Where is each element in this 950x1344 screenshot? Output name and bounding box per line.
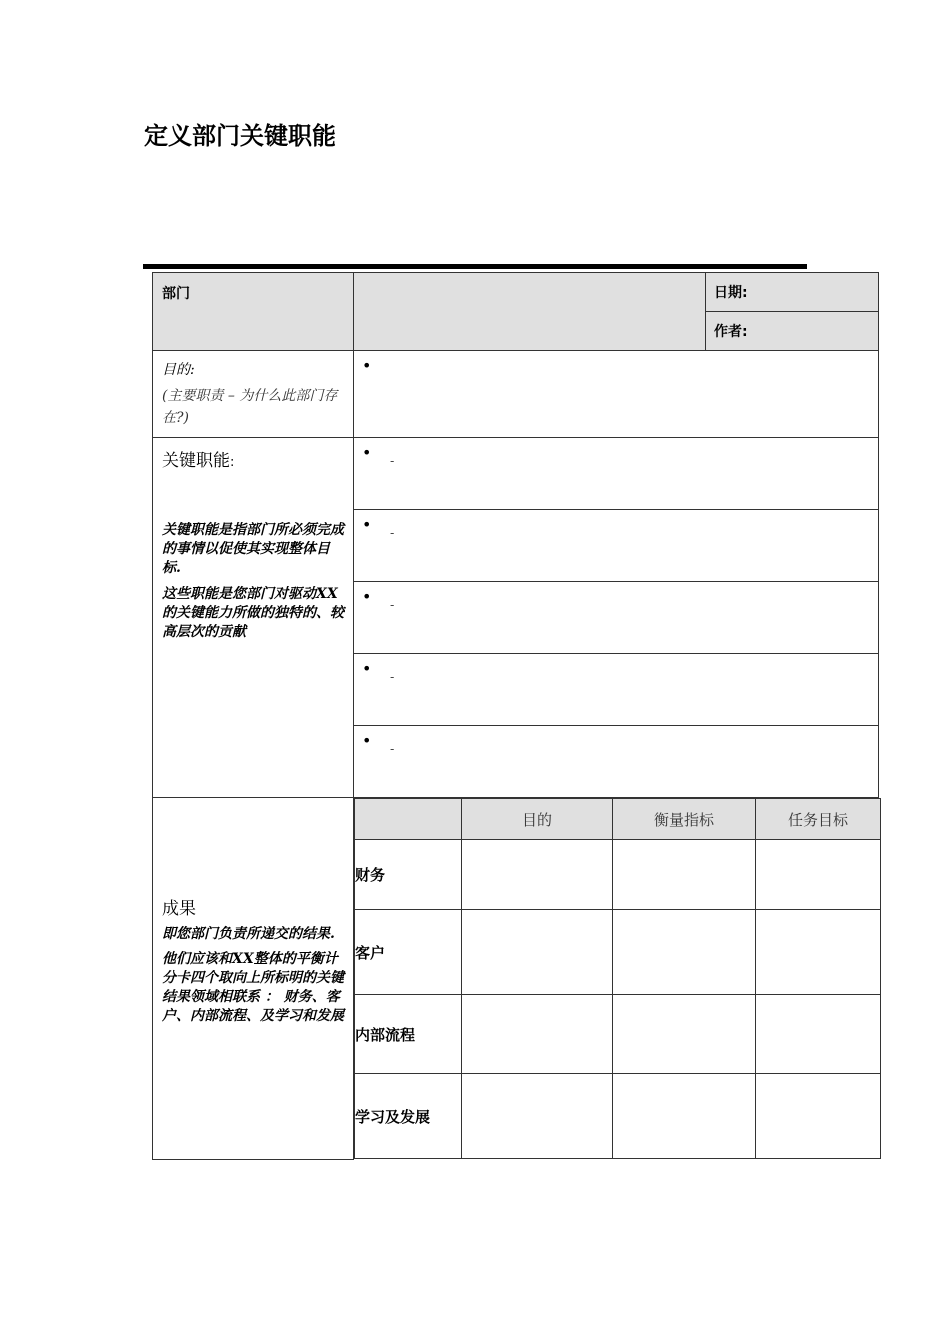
results-heading: 成果	[162, 899, 196, 919]
dash-marker: -	[390, 526, 395, 540]
key-functions-desc1: 关键职能是指部门所必须完成的事情以促使其实现整体目标.	[162, 522, 344, 576]
result-cell[interactable]	[756, 840, 881, 910]
page-title: 定义部门关键职能	[144, 122, 336, 150]
row-label-internal-process: 内部流程	[355, 995, 462, 1074]
result-cell[interactable]	[613, 1074, 756, 1159]
date-cell[interactable]	[706, 273, 879, 312]
column-header-metric: 衡量指标	[613, 799, 756, 840]
bullet-icon: •	[362, 587, 372, 606]
key-function-row[interactable]	[354, 438, 879, 510]
purpose-label-cell	[153, 351, 354, 438]
author-label: 作者:	[714, 324, 748, 340]
result-cell[interactable]	[756, 995, 881, 1074]
result-cell[interactable]	[462, 995, 613, 1074]
department-function-form	[152, 272, 879, 1160]
row-label-customer: 客户	[355, 910, 462, 995]
purpose-content-cell[interactable]	[354, 351, 879, 438]
result-cell[interactable]	[462, 1074, 613, 1159]
dash-marker: -	[390, 454, 395, 468]
purpose-bullet: •	[362, 356, 372, 375]
department-value-cell[interactable]	[354, 273, 706, 351]
key-function-row[interactable]	[354, 654, 879, 726]
key-functions-label-cell	[153, 438, 354, 798]
key-function-row[interactable]	[354, 726, 879, 798]
result-cell[interactable]	[756, 910, 881, 995]
results-desc1: 即您部门负责所递交的结果.	[162, 926, 335, 942]
purpose-title: 目的:	[162, 362, 195, 378]
row-label-learning-growth: 学习及发展	[355, 1074, 462, 1159]
result-cell[interactable]	[462, 840, 613, 910]
author-cell[interactable]	[706, 312, 879, 351]
result-cell[interactable]	[613, 840, 756, 910]
bullet-icon: •	[362, 731, 372, 750]
column-header-target: 任务目标	[756, 799, 881, 840]
dash-marker: -	[390, 742, 395, 756]
result-cell[interactable]	[756, 1074, 881, 1159]
title-rule	[143, 264, 807, 269]
bullet-icon: •	[362, 515, 372, 534]
results-grid-cell	[354, 798, 879, 1160]
bullet-icon: •	[362, 443, 372, 462]
date-label: 日期:	[714, 285, 748, 301]
key-function-row[interactable]	[354, 510, 879, 582]
column-header-purpose: 目的	[462, 799, 613, 840]
result-cell[interactable]	[462, 910, 613, 995]
department-label-cell	[153, 273, 354, 351]
key-function-row[interactable]	[354, 582, 879, 654]
key-functions-desc2: 这些职能是您部门对驱动XX的关键能力所做的独特的、较高层次的贡献	[162, 586, 344, 640]
results-desc2: 他们应该和XX整体的平衡计分卡四个取向上所标明的关键结果领域相联系 ： 财务、客户、内部流程、及学习和发展	[162, 951, 344, 1024]
results-grid	[354, 798, 881, 1159]
department-label: 部门	[162, 286, 190, 302]
results-corner-cell	[355, 799, 462, 840]
key-functions-heading: 关键职能:	[162, 451, 235, 471]
dash-marker: -	[390, 598, 395, 612]
purpose-note: (主要职责 – 为什么此部门存在?)	[162, 388, 338, 426]
bullet-icon: •	[362, 659, 372, 678]
result-cell[interactable]	[613, 910, 756, 995]
result-cell[interactable]	[613, 995, 756, 1074]
dash-marker: -	[390, 670, 395, 684]
results-label-cell	[153, 798, 354, 1160]
row-label-finance: 财务	[355, 840, 462, 910]
